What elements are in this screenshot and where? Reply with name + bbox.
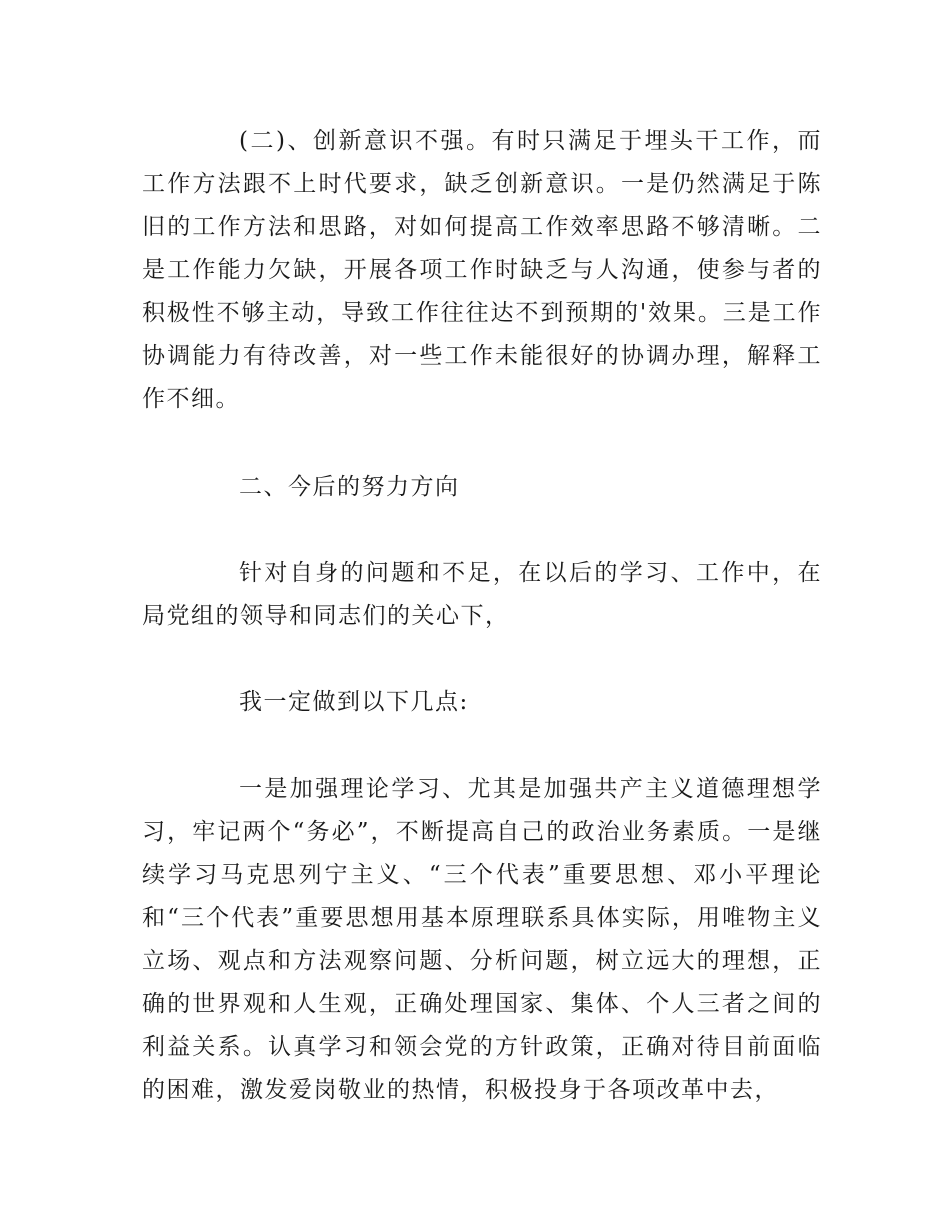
paragraph-commitment-intro: 我一定做到以下几点: [239,689,469,715]
paragraph-theory-study: 一是加强理论学习、尤其是加强共产主义道德理想学习，牢记两个“务必”，不断提高自己的政治业务素质。一是继续学习马克思列宁主义、“三个代表”重要思想、邓小平理论和“三个代表”重要思想用基本原理联系具体实际，用唯物主义立场、观点和方法观察问题、分析问题，树立远大的理想，正确的世界观和人生观，正确处理国家、集体、个人三者之间的利益关系。认真学习和领会党的方针政策，正确对待目前面临的困难，激发爱岗敬业的热情，积极投身于各项改革中去， [142,776,822,1103]
paragraph-innovation-awareness: (二)、创新意识不强。有时只满足于埋头干工作，而工作方法跟不上时代要求，缺乏创新意识。一是仍然满足于陈旧的工作方法和思路，对如何提高工作效率思路不够清晰。二是工作能力欠缺，开展各项工作时缺乏与人沟通，使参与者的积极性不够主动，导致工作往往达不到预期的'效果。三是工作协调能力有待改善，对一些工作未能很好的协调办理，解释工作不细。 [142,128,822,412]
section-heading-future-direction: 二、今后的努力方向 [239,474,460,500]
paragraph-addressing-shortcomings: 针对自身的问题和不足，在以后的学习、工作中，在局党组的领导和同志们的关心下， [142,560,822,629]
